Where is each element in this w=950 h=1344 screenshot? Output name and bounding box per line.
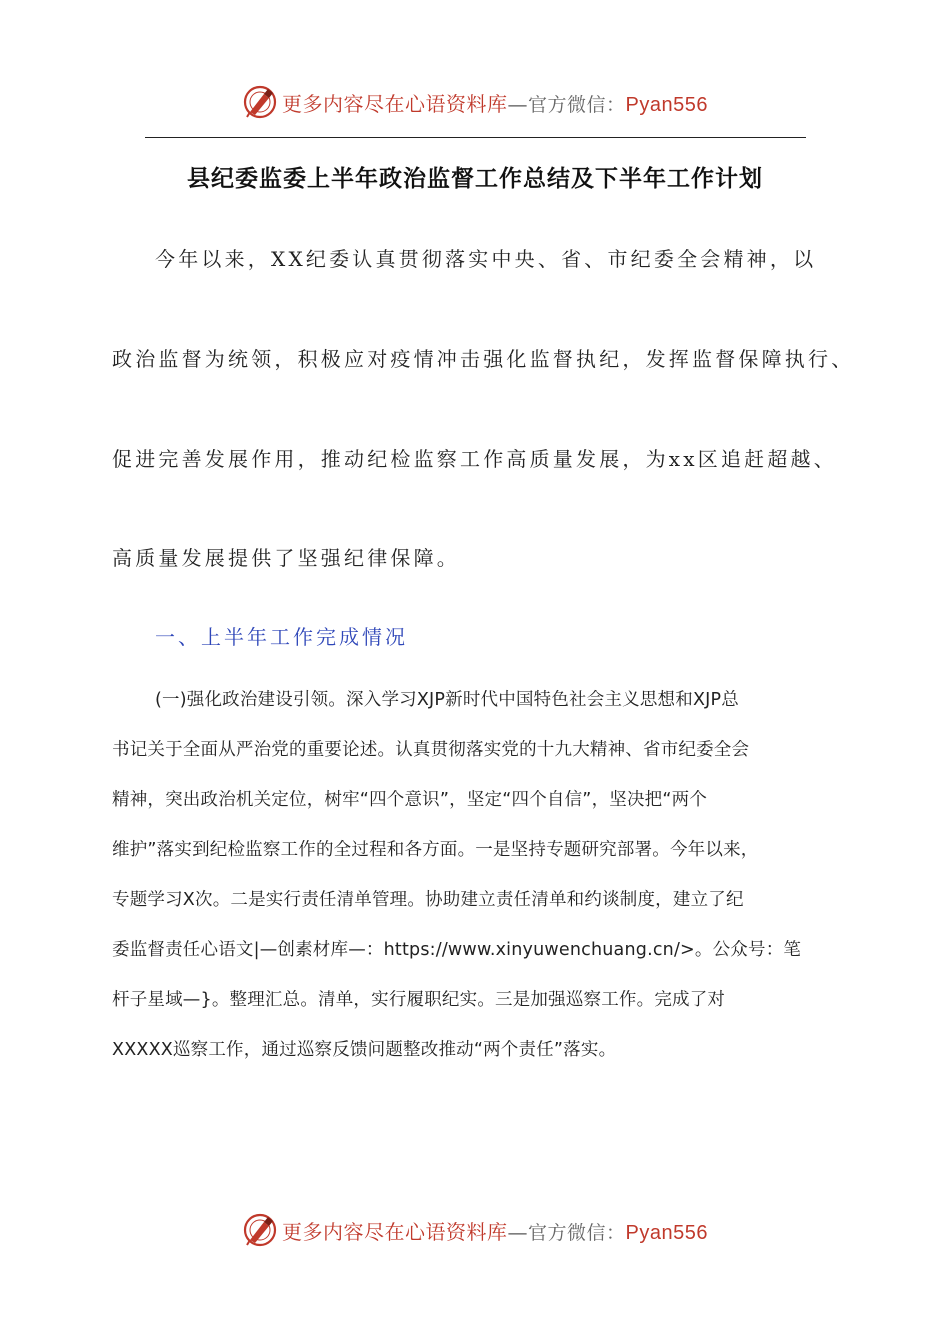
body-line-4: 维护”落实到纪检监察工作的全过程和各方面。一是坚持专题研究部署。今年以来， (112, 840, 759, 860)
banner-slogan: 更多内容尽在心语资料库 (282, 91, 508, 116)
intro-line-2: 政治监督为统领，积极应对疫情冲击强化监督执纪，发挥监督保障执行、 (112, 347, 855, 371)
intro-line-1: 今年以来，XX纪委认真贯彻落实中央、省、市纪委全会精神，以 (155, 247, 817, 271)
banner-dash: — (507, 91, 528, 116)
body-line-2: 书记关于全面从严治党的重要论述。认真贯彻落实党的十九大精神、省市纪委全会 (112, 740, 750, 760)
pen-logo-icon (242, 84, 278, 120)
banner-wechat-id: Pyan556 (625, 93, 708, 116)
pen-logo-icon (242, 1212, 278, 1248)
intro-line-3: 促进完善发展作用，推动纪检监察工作高质量发展，为xx区追赶超越、 (112, 447, 837, 471)
footer-banner (0, 1210, 950, 1250)
intro-line-4: 高质量发展提供了坚强纪律保障。 (112, 546, 460, 570)
banner-text (282, 1216, 708, 1245)
body-line-5: 专题学习X次。二是实行责任清单管理。协助建立责任清单和约谈制度，建立了纪 (112, 890, 744, 910)
document-title: 县纪委监委上半年政治监督工作总结及下半年工作计划 (187, 165, 763, 192)
header-divider (145, 137, 806, 138)
banner-dash: — (507, 1219, 528, 1244)
banner-wechat-label: 官方微信： (528, 93, 626, 116)
body-line-3: 精神，突出政治机关定位，树牢“四个意识”，坚定“四个自信”，坚决把“两个 (112, 790, 708, 810)
banner-text (282, 88, 708, 117)
header-banner (0, 82, 950, 122)
banner-wechat-id: Pyan556 (625, 1221, 708, 1244)
body-line-8: XXXXX巡察工作，通过巡察反馈问题整改推动“两个责任”落实。 (112, 1040, 617, 1060)
body-line-7: 杆子星域—}。整理汇总。清单，实行履职纪实。三是加强巡察工作。完成了对 (112, 990, 726, 1010)
banner-slogan: 更多内容尽在心语资料库 (282, 1219, 508, 1244)
body-line-1: (一)强化政治建设引领。深入学习XJP新时代中国特色社会主义思想和XJP总 (155, 690, 739, 710)
banner-wechat-label: 官方微信： (528, 1221, 626, 1244)
body-line-6: 委监督责任心语文|—创素材库—：https://www.xinyuwenchuang.cn/>。公众号：笔 (112, 940, 802, 960)
section-heading: 一、上半年工作完成情况 (155, 625, 408, 649)
